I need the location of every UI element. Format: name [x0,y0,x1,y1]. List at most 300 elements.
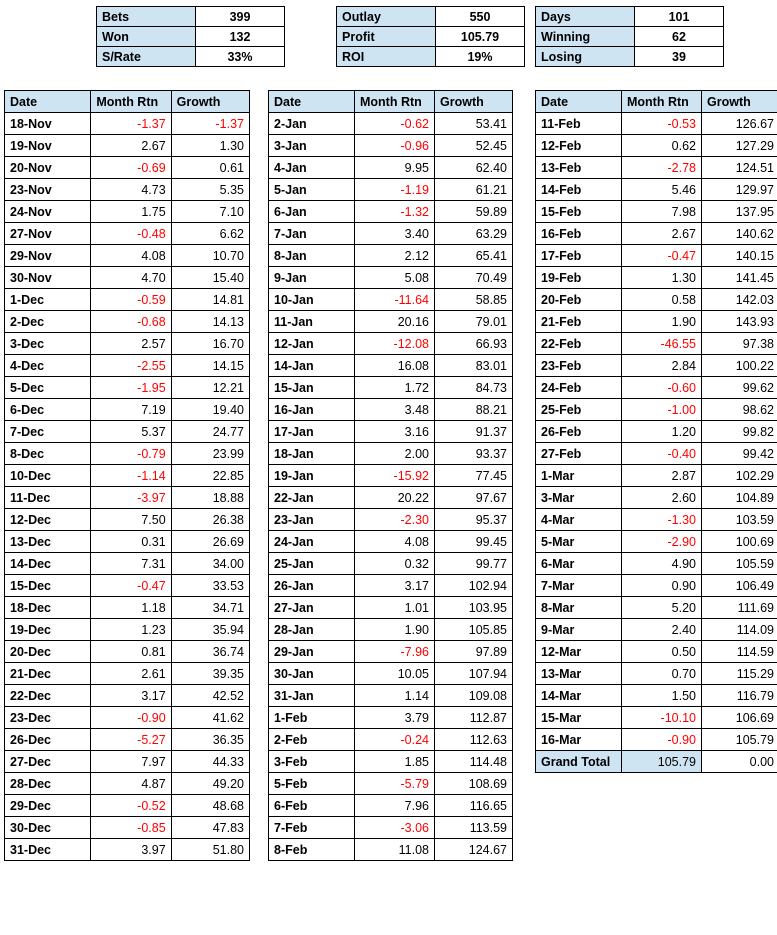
cell-date: 16-Jan [269,399,355,421]
cell-growth: 105.59 [702,553,777,575]
cell-date: 22-Feb [536,333,622,355]
cell-date: 13-Feb [536,157,622,179]
cell-month-return: 3.48 [355,399,435,421]
table-row [536,707,777,729]
table-row [5,597,250,619]
cell-month-return: -2.30 [355,509,435,531]
cell-date: 19-Feb [536,267,622,289]
cell-month-return: -0.60 [622,377,702,399]
cell-month-return: -2.90 [622,531,702,553]
table-row [536,223,777,245]
table-row [5,201,250,223]
cell-month-return: 0.62 [622,135,702,157]
table-row [269,509,513,531]
header-date[interactable]: Date [536,91,622,113]
cell-date: 10-Jan [269,289,355,311]
cell-month-return: -1.95 [91,377,171,399]
table-row [536,311,777,333]
cell-growth: 16.70 [171,333,249,355]
cell-growth: 36.74 [171,641,249,663]
cell-growth: 124.51 [702,157,777,179]
cell-month-return: 20.22 [355,487,435,509]
cell-month-return: -0.62 [355,113,435,135]
table-row [536,597,777,619]
cell-growth: 114.09 [702,619,777,641]
header-month-rtn[interactable]: Month Rtn [91,91,171,113]
cell-growth: 41.62 [171,707,249,729]
cell-month-return: 1.20 [622,421,702,443]
cell-month-return: 5.08 [355,267,435,289]
table-row [5,795,250,817]
table-row [5,663,250,685]
cell-month-return: -0.85 [91,817,171,839]
cell-growth: 88.21 [435,399,513,421]
header-date[interactable]: Date [269,91,355,113]
cell-growth: 52.45 [435,135,513,157]
table-row [5,707,250,729]
cell-growth: 93.37 [435,443,513,465]
cell-month-return: 5.46 [622,179,702,201]
cell-month-return: 4.70 [91,267,171,289]
cell-date: 17-Jan [269,421,355,443]
stat-outlay-value: 105.79 [436,27,525,47]
stat-days-row [536,7,724,27]
cell-month-return: 7.97 [91,751,171,773]
table-row [269,289,513,311]
table-row [269,443,513,465]
cell-growth: 33.53 [171,575,249,597]
cell-growth: 111.69 [702,597,777,619]
stat-days-label: Days [536,7,635,27]
cell-date: 18-Jan [269,443,355,465]
table-row [536,135,777,157]
returns-table-2 [268,90,513,861]
cell-date: 8-Feb [269,839,355,861]
cell-growth: 143.93 [702,311,777,333]
cell-growth: 114.59 [702,641,777,663]
cell-date: 23-Feb [536,355,622,377]
cell-month-return: -0.79 [91,443,171,465]
cell-growth: 116.65 [435,795,513,817]
cell-date: 26-Dec [5,729,91,751]
cell-month-return: -1.19 [355,179,435,201]
table-row [536,245,777,267]
cell-growth: 14.13 [171,311,249,333]
table-row [5,311,250,333]
cell-month-return: 7.19 [91,399,171,421]
cell-date: 2-Dec [5,311,91,333]
cell-month-return: 2.67 [91,135,171,157]
table-row [269,377,513,399]
table-row [269,399,513,421]
table-row [269,355,513,377]
cell-growth: 84.73 [435,377,513,399]
cell-growth: 70.49 [435,267,513,289]
table-row [269,553,513,575]
stat-bets-label: Won [97,27,196,47]
cell-date: 3-Dec [5,333,91,355]
cell-growth: 51.80 [171,839,249,861]
table-row [536,421,777,443]
cell-growth: 48.68 [171,795,249,817]
table-row [536,509,777,531]
table-row [5,333,250,355]
cell-date: 4-Mar [536,509,622,531]
cell-date: 7-Feb [269,817,355,839]
cell-date: 24-Nov [5,201,91,223]
table-row [5,685,250,707]
cell-growth: 137.95 [702,201,777,223]
cell-date: 12-Jan [269,333,355,355]
cell-month-return: 2.67 [622,223,702,245]
table-row [269,795,513,817]
table-row [269,333,513,355]
cell-date: 13-Dec [5,531,91,553]
cell-date: 14-Mar [536,685,622,707]
cell-month-return: -2.78 [622,157,702,179]
returns-table-3 [535,90,777,773]
cell-date: 24-Jan [269,531,355,553]
cell-growth: 47.83 [171,817,249,839]
cell-month-return: -0.90 [91,707,171,729]
table-row [269,619,513,641]
cell-date: 30-Dec [5,817,91,839]
cell-growth: 59.89 [435,201,513,223]
table-row [5,223,250,245]
cell-month-return: 7.98 [622,201,702,223]
cell-month-return: -15.92 [355,465,435,487]
cell-date: 10-Dec [5,465,91,487]
cell-month-return: 4.08 [91,245,171,267]
cell-month-return: 2.12 [355,245,435,267]
cell-month-return: -0.68 [91,311,171,333]
cell-month-return: 16.08 [355,355,435,377]
cell-month-return: 0.90 [622,575,702,597]
cell-growth: 49.20 [171,773,249,795]
summary-block-outlay [336,6,525,67]
stat-bets-value: 399 [196,7,285,27]
cell-growth: 95.37 [435,509,513,531]
cell-growth: 140.62 [702,223,777,245]
table-header-row [269,91,513,113]
cell-month-return: -7.96 [355,641,435,663]
cell-month-return: 1.01 [355,597,435,619]
header-growth[interactable]: Growth [702,91,777,113]
cell-date: 6-Jan [269,201,355,223]
cell-month-return: 0.50 [622,641,702,663]
cell-date: 15-Feb [536,201,622,223]
table-row [269,223,513,245]
cell-date: 3-Jan [269,135,355,157]
cell-date: 20-Feb [536,289,622,311]
stat-days-label: Losing [536,47,635,67]
cell-month-return: -0.59 [91,289,171,311]
cell-month-return: -5.27 [91,729,171,751]
cell-month-return: -0.40 [622,443,702,465]
cell-growth: 129.97 [702,179,777,201]
cell-growth: 97.89 [435,641,513,663]
cell-growth: 61.21 [435,179,513,201]
cell-growth: 79.01 [435,311,513,333]
table-row [5,619,250,641]
table-row [5,157,250,179]
cell-date: 12-Dec [5,509,91,531]
cell-date: 3-Mar [536,487,622,509]
cell-growth: 24.77 [171,421,249,443]
table-row [5,751,250,773]
cell-month-return: 1.50 [622,685,702,707]
cell-month-return: 2.60 [622,487,702,509]
cell-date: 29-Jan [269,641,355,663]
cell-growth: 62.40 [435,157,513,179]
cell-date: 26-Feb [536,421,622,443]
cell-month-return: 3.40 [355,223,435,245]
cell-date: 30-Jan [269,663,355,685]
cell-month-return: 0.58 [622,289,702,311]
cell-growth: 115.29 [702,663,777,685]
table-row [536,377,777,399]
table-header-row [536,91,777,113]
cell-date: 27-Dec [5,751,91,773]
cell-month-return: 4.73 [91,179,171,201]
table-row [5,443,250,465]
cell-date: 1-Mar [536,465,622,487]
cell-growth: -1.37 [171,113,249,135]
table-row [536,333,777,355]
cell-month-return: -0.47 [622,245,702,267]
cell-growth: 26.38 [171,509,249,531]
cell-growth: 1.30 [171,135,249,157]
table-row [269,729,513,751]
table-row [536,267,777,289]
table-row [5,267,250,289]
cell-month-return: 3.17 [91,685,171,707]
cell-growth: 65.41 [435,245,513,267]
cell-growth: 58.85 [435,289,513,311]
cell-growth: 19.40 [171,399,249,421]
header-month-rtn[interactable]: Month Rtn [622,91,702,113]
cell-growth: 140.15 [702,245,777,267]
cell-date: 19-Nov [5,135,91,157]
cell-month-return: 5.20 [622,597,702,619]
cell-date: 16-Mar [536,729,622,751]
table-row [269,751,513,773]
cell-month-return: 4.08 [355,531,435,553]
cell-date: 6-Dec [5,399,91,421]
cell-growth: 99.45 [435,531,513,553]
header-date[interactable]: Date [5,91,91,113]
cell-date: 7-Dec [5,421,91,443]
cell-growth: 99.62 [702,377,777,399]
cell-month-return: -0.47 [91,575,171,597]
table-row [269,179,513,201]
cell-growth: 34.71 [171,597,249,619]
cell-date: 6-Feb [269,795,355,817]
table-row [269,113,513,135]
cell-month-return: -1.00 [622,399,702,421]
stat-days-value: 39 [635,47,724,67]
stat-bets-label: Bets [97,7,196,27]
cell-month-return: -0.53 [622,113,702,135]
cell-month-return: -0.90 [622,729,702,751]
cell-date: 19-Dec [5,619,91,641]
cell-month-return: -1.30 [622,509,702,531]
cell-month-return: 2.57 [91,333,171,355]
cell-date: 9-Jan [269,267,355,289]
table-row [536,399,777,421]
header-growth[interactable]: Growth [435,91,513,113]
cell-growth: 14.81 [171,289,249,311]
cell-date: 2-Jan [269,113,355,135]
cell-growth: 0.00 [702,751,777,773]
table-row [536,619,777,641]
stat-bets-row [97,47,285,67]
cell-date: 8-Jan [269,245,355,267]
cell-date: 22-Dec [5,685,91,707]
cell-date: Grand Total [536,751,622,773]
cell-date: 1-Dec [5,289,91,311]
cell-growth: 142.03 [702,289,777,311]
cell-month-return: -0.48 [91,223,171,245]
cell-growth: 44.33 [171,751,249,773]
cell-month-return: -46.55 [622,333,702,355]
stat-outlay-label: ROI [337,47,436,67]
cell-growth: 18.88 [171,487,249,509]
summary-block-bets [96,6,285,67]
cell-growth: 100.69 [702,531,777,553]
cell-date: 11-Jan [269,311,355,333]
table-row [269,597,513,619]
cell-month-return: -10.10 [622,707,702,729]
cell-month-return: -3.97 [91,487,171,509]
cell-date: 1-Feb [269,707,355,729]
table-row [5,839,250,861]
cell-growth: 12.21 [171,377,249,399]
stat-outlay-label: Outlay [337,7,436,27]
cell-month-return: 11.08 [355,839,435,861]
cell-month-return: 7.50 [91,509,171,531]
cell-month-return: 1.85 [355,751,435,773]
cell-date: 28-Dec [5,773,91,795]
header-month-rtn[interactable]: Month Rtn [355,91,435,113]
cell-growth: 100.22 [702,355,777,377]
summary-block-days [535,6,724,67]
cell-growth: 5.35 [171,179,249,201]
cell-growth: 102.94 [435,575,513,597]
cell-month-return: 1.72 [355,377,435,399]
table-row [5,531,250,553]
table-row [536,663,777,685]
cell-growth: 112.87 [435,707,513,729]
cell-month-return: 2.61 [91,663,171,685]
table-row [536,113,777,135]
cell-growth: 6.62 [171,223,249,245]
cell-growth: 116.79 [702,685,777,707]
cell-month-return: 0.81 [91,641,171,663]
cell-month-return: 3.79 [355,707,435,729]
cell-growth: 53.41 [435,113,513,135]
stat-outlay-row [337,7,525,27]
stat-outlay-label: Profit [337,27,436,47]
cell-date: 31-Dec [5,839,91,861]
cell-month-return: 2.40 [622,619,702,641]
stat-days-value: 62 [635,27,724,47]
table-row [269,487,513,509]
table-row [269,465,513,487]
table-row [269,839,513,861]
cell-date: 14-Dec [5,553,91,575]
cell-growth: 7.10 [171,201,249,223]
cell-month-return: 5.37 [91,421,171,443]
table-row [5,641,250,663]
cell-date: 31-Jan [269,685,355,707]
table-row [269,311,513,333]
cell-date: 4-Dec [5,355,91,377]
cell-growth: 127.29 [702,135,777,157]
cell-month-return: 105.79 [622,751,702,773]
table-row [536,729,777,751]
table-row [5,817,250,839]
stat-bets-value: 132 [196,27,285,47]
table-row [5,553,250,575]
cell-date: 21-Feb [536,311,622,333]
table-row [269,707,513,729]
cell-growth: 141.45 [702,267,777,289]
cell-growth: 107.94 [435,663,513,685]
cell-growth: 105.79 [702,729,777,751]
cell-growth: 10.70 [171,245,249,267]
cell-month-return: -0.52 [91,795,171,817]
header-growth[interactable]: Growth [171,91,249,113]
cell-growth: 113.59 [435,817,513,839]
cell-date: 8-Mar [536,597,622,619]
cell-growth: 114.48 [435,751,513,773]
cell-month-return: -3.06 [355,817,435,839]
cell-month-return: 1.90 [622,311,702,333]
grand-total-row [536,751,777,773]
cell-growth: 124.67 [435,839,513,861]
cell-growth: 98.62 [702,399,777,421]
table-row [269,135,513,157]
table-row [536,575,777,597]
stat-days-label: Winning [536,27,635,47]
cell-date: 12-Feb [536,135,622,157]
cell-month-return: 3.17 [355,575,435,597]
table-row [5,355,250,377]
table-row [536,179,777,201]
table-row [5,773,250,795]
cell-date: 28-Jan [269,619,355,641]
cell-month-return: 7.96 [355,795,435,817]
table-row [269,267,513,289]
table-row [536,443,777,465]
table-row [5,399,250,421]
cell-month-return: -0.96 [355,135,435,157]
cell-date: 27-Nov [5,223,91,245]
cell-month-return: -11.64 [355,289,435,311]
cell-date: 25-Feb [536,399,622,421]
table-row [5,135,250,157]
cell-date: 19-Jan [269,465,355,487]
table-header-row [5,91,250,113]
cell-growth: 126.67 [702,113,777,135]
cell-growth: 34.00 [171,553,249,575]
cell-month-return: 3.97 [91,839,171,861]
stat-bets-row [97,27,285,47]
cell-growth: 102.29 [702,465,777,487]
cell-growth: 14.15 [171,355,249,377]
table-row [269,663,513,685]
